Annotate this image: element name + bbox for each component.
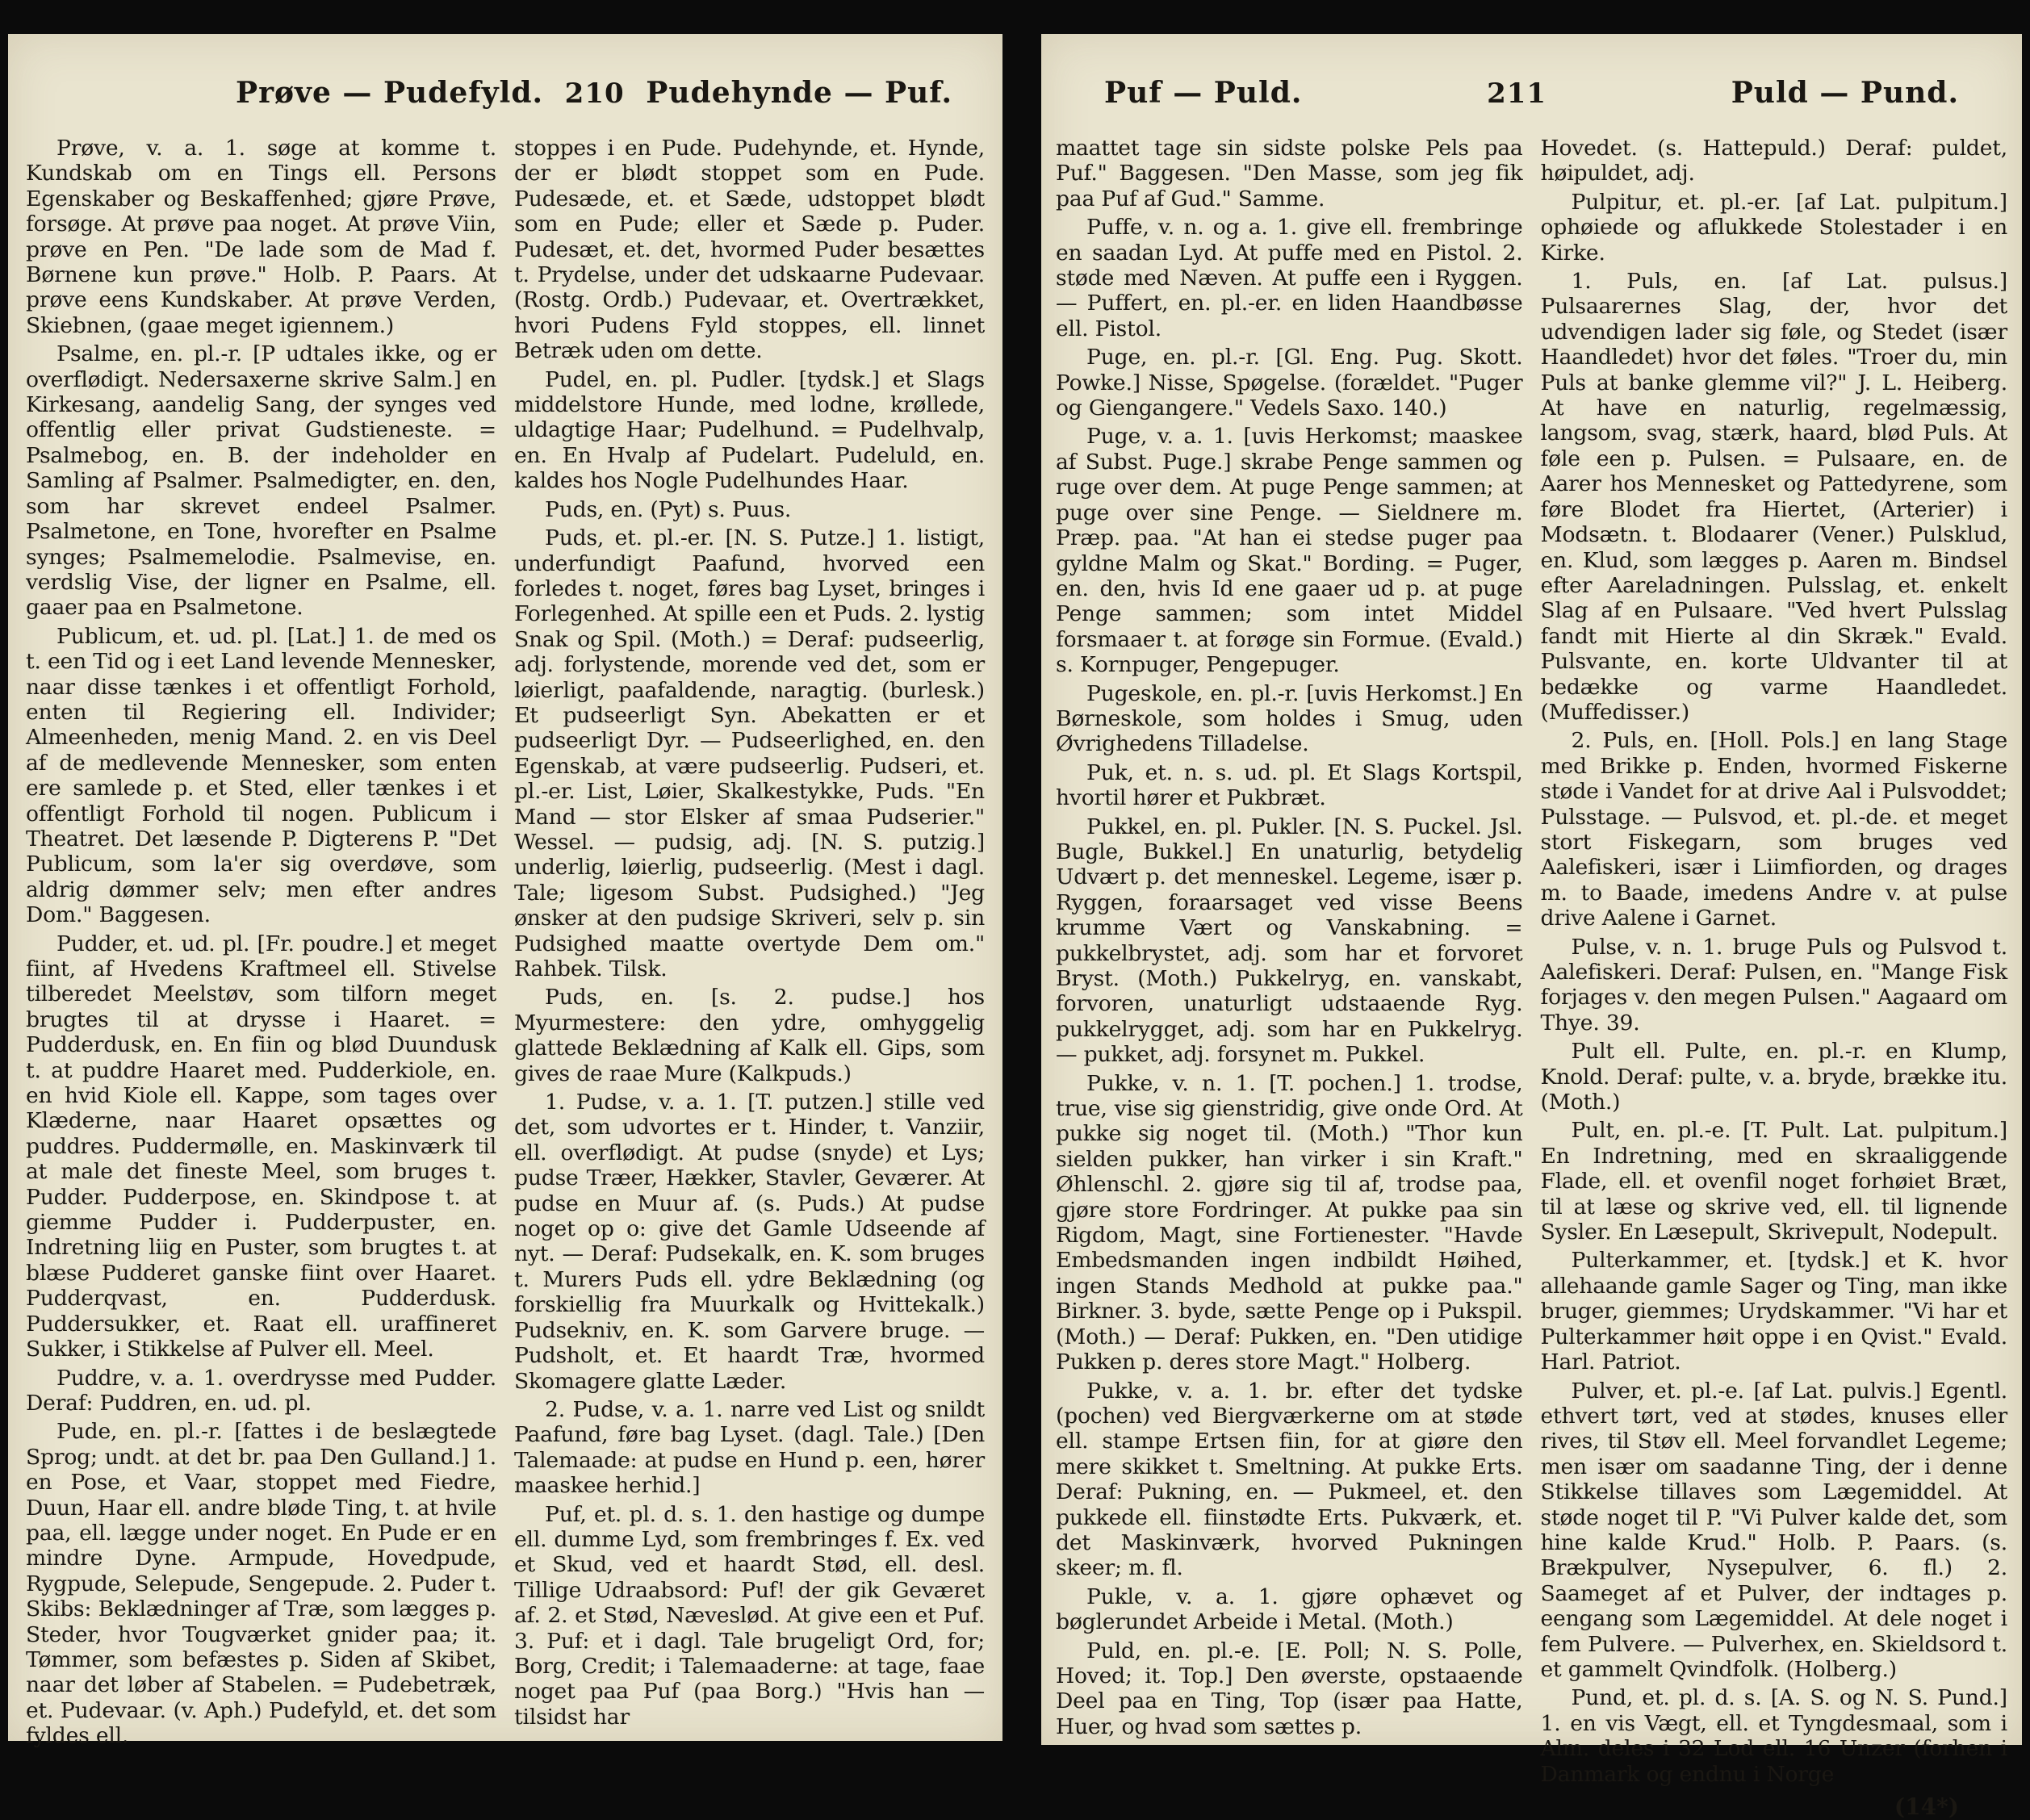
left-column-2 — [514, 136, 985, 1752]
right-header-right: Puld — Pund. — [1731, 76, 1959, 110]
dictionary-entry: 1. Pudse, v. a. 1. [T. putzen.] stille ved det, som udvortes er t. Hinder, t. Vanziir, ell. overflødigt. At pudse (snyde) et Lys; pudse Træer, Hækker, Stavler, Geværer. At pudse en Muur af. (s. Puds.) At pudse noget op o: give det Gamle Udseende af nyt. — Deraf: Pudsekalk, en. K. som bruges t. Murers Puds ell. ydre Beklædning (og forskiellig fra Muurkalk og Hvittekalk.) Pudsekniv, en. K. som Garvere bruge. — Pudsholt, et. Et haardt Træ, hvormed Skomagere glatte Læder. — [514, 1090, 985, 1394]
dictionary-entry: Pukke, v. a. 1. br. efter det tydske (pochen) ved Biergværkerne om at støde ell. stampe Ertsen fiin, for at giøre den mere skikket t. Smeltning. At pukke Erts. Deraf: Pukning, en. — Pukmeel, et. den pukkede ell. fiinstødte Erts. Pukværk, et. det Maskinværk, hvorved Pukningen skeer; m. fl. — [1056, 1378, 1523, 1581]
dictionary-entry: Puf, et. pl. d. s. 1. den hastige og dumpe ell. dumme Lyd, som frembringes f. Ex. ved et Skud, ved et haardt Stød, ell. desl. Tillige Udraabsord: Puf! der gik Geværet af. 2. et Stød, Næveslød. At give een et Puf. 3. Puf: et i dagl. Tale brugeligt Ord, for; Borg, Credit; i Talemaaderne: at tage, faae noget paa Puf (paa Borg.) "Hvis han — tilsidst har — [514, 1501, 985, 1730]
dictionary-entry: Pudel, en. pl. Pudler. [tydsk.] et Slags middelstore Hunde, med lodne, krøllede, uldagtige Haar; Pudelhund. = Pudelhvalp, en. En Hvalp af Pudelart. Pudeluld, en. kaldes hos Nogle Pudelhundes Haar. — [514, 366, 985, 494]
right-column-2 — [1541, 136, 2008, 1820]
right-page — [1041, 34, 2022, 1820]
dictionary-entry: Puddre, v. a. 1. overdrysse med Pudder. Deraf: Puddren, en. ud. pl. — [26, 1365, 496, 1416]
left-page-header — [26, 76, 985, 123]
dictionary-entry: Puds, et. pl.-er. [N. S. Putze.] 1. listigt, underfundigt Paafund, hvorved een forledes t. noget, føres bag Lyset, bringes i Forlegenhed. At spille een et Puds. 2. lystig Snak og Spil. (Moth.) = Deraf: pudseerlig, adj. forlystende, morende ved det, som er løierligt, paafaldende, naragtig. (burlesk.) Et pudseerligt Syn. Abekatten er et pudseerligt Dyr. — Pudseerlighed, en. den Egenskab, at være pudseerlig. Pudseri, et. pl.-er. List, Løier, Skalkestykke, Puds. "En Mand — stor Elsker af smaa Pudserier." Wessel. — pudsig, adj. [N. S. putzig.] underlig, løierlig, pudseerlig. (Mest i dagl. Tale; ligesom Subst. Pudsighed.) "Jeg ønsker at den pudsige Skriveri, selv p. sin Pudsighed maatte overtyde Dem om." Rahbek. Tilsk. — [514, 525, 985, 981]
dictionary-entry: Pund, et. pl. d. s. [A. S. og N. S. Pund.] 1. en vis Vægt, ell. et Tyngdesmaal, som i Alm. deles i 32 Lod ell. 16 Unzer (forhen i Danmark og endnu i Norge — [1540, 1685, 2007, 1787]
dictionary-entry: Pukle, v. a. 1. gjøre ophævet og bøglerundet Arbeide i Metal. (Moth.) — [1056, 1584, 1523, 1635]
dictionary-entry: Pult ell. Pulte, en. pl.-r. en Klump, Knold. Deraf: pulte, v. a. bryde, brække itu. (Moth.) — [1540, 1039, 2007, 1115]
left-header-right: Pudehynde — Puf. — [646, 76, 952, 110]
dictionary-entry: Pult, en. pl.-e. [T. Pult. Lat. pulpitum.] En Indretning, med en skraaliggende Flade, ell. et ovenfil noget forhøiet Bræt, til at læse og skrive ved, ell. til lignende Sysler. En Læsepult, Skrivepult, Nodepult. — [1540, 1118, 2007, 1245]
dictionary-entry: Puge, en. pl.-r. [Gl. Eng. Pug. Skott. Powke.] Nisse, Spøgelse. (forældet. "Puger og Giengangere." Vedels Saxo. 140.) — [1056, 345, 1523, 421]
right-header-left: Puf — Puld. — [1104, 76, 1303, 110]
signature-mark: (14*) — [1894, 1793, 1959, 1820]
dictionary-entry: Puds, en. [s. 2. pudse.] hos Myurmestere: den ydre, omhyggelig glattede Beklædning af Kalk ell. Gips, som gives de raae Mure (Kalkpuds.) — [514, 985, 985, 1086]
dictionary-entry: Pulver, et. pl.-e. [af Lat. pulvis.] Egentl. ethvert tørt, ved at stødes, knuses eller rives, til Støv ell. Meel forvandlet Legeme; men især om saadanne Ting, der i denne Stikkelse tillaves som Lægemiddel. At støde noget til P. "Vi Pulver kalde det, som hine kalde Krud." Holb. P. Paars. (s. Brækpulver, Nysepulver, 6. fl.) 2. Saameget af et Pulver, der indtages p. eengang som Lægemiddel. At dele noget i fem Pulvere. — Pulverhex, en. Skieldsord t. et gammelt Qvindfolk. (Holberg.) — [1540, 1378, 2007, 1682]
dictionary-entry: 1. Puls, en. [af Lat. pulsus.] Pulsaarernes Slag, der, hvor det udvendigen lader sig føle, og Stedet (især Haandledet) hvor det føles. "Troer du, min Puls at banke glemme vil?" J. L. Heiberg. At have en naturlig, regelmæssig, langsom, svag, stærk, haard, blød Puls. At føle een p. Pulsen. = Pulsaare, en. de Aarer hos Mennesket og Pattedyrene, som føre Blodet fra Hiertet, (Arterier) i Modsætn. t. Blodaarer (Vener.) Pulsklud, en. Klud, som lægges p. Aaren m. Bindsel efter Aareladningen. Pulsslag, et. enkelt Slag af en Pulsaare. "Ved hvert Pulsslag fandt mit Hierte al din Skræk." Evald. Pulsvante, en. korte Uldvanter til at bedække og varme Haandledet. (Muffedisser.) — [1540, 269, 2007, 725]
dictionary-entry: maattet tage sin sidste polske Pels paa Puf." Baggesen. "Den Masse, som jeg fik paa Puf af Gud." Samme. — [1056, 136, 1523, 211]
dictionary-entry: Pukkel, en. pl. Pukler. [N. S. Puckel. Jsl. Bugle, Bukkel.] En unaturlig, betydelig Udvært p. det menneskel. Legeme, især p. Ryggen, foraarsaget ved visse Beens krumme Vært og Vanskabning. = pukkelbrystet, adj. som har et forvoret Bryst. (Moth.) Pukkelryg, en. vanskabt, forvoren, unaturligt udstaaende Ryg. pukkelrygget, adj. som har en Pukkelryg. — pukket, adj. forsynet m. Pukkel. — [1056, 814, 1523, 1068]
left-column-1 — [26, 136, 496, 1752]
right-page-number: 211 — [1487, 77, 1547, 110]
dictionary-entry: 2. Pudse, v. a. 1. narre ved List og snildt Paafund, føre bag Lyset. (dagl. Tale.) [Den Talemaade: at pudse en Hund p. een, hører maaskee herhid.] — [514, 1396, 985, 1499]
dictionary-entry: Puge, v. a. 1. [uvis Herkomst; maaskee af Subst. Puge.] skrabe Penge sammen og ruge over dem. At puge Penge sammen; at puge over sine Penge. — Sieldnere m. Præp. paa. "At han ei stedse puger paa gyldne Malm og Skat." Bording. = Puger, en. den, hvis Id ene gaaer ud p. at puge Penge sammen; som intet Middel forsmaaer t. at forøge sin Formue. (Evald.) s. Kornpuger, Pengepuger. — [1056, 424, 1523, 678]
right-page-header — [1056, 76, 2007, 123]
dictionary-entry: Pulse, v. n. 1. bruge Puls og Pulsvod t. Aalefiskeri. Deraf: Pulsen, en. "Mange Fisk forjages v. den megen Pulsen." Aagaard om Thye. 39. — [1540, 934, 2007, 1036]
dictionary-entry: Hovedet. (s. Hattepuld.) Deraf: puldet, høipuldet, adj. — [1540, 136, 2007, 186]
dictionary-entry: Pulpitur, et. pl.-er. [af Lat. pulpitum.] ophøiede og aflukkede Stolestader i en Kirke. — [1540, 189, 2007, 266]
dictionary-entry: Psalme, en. pl.-r. [P udtales ikke, og er overflødigt. Nedersaxerne skrive Salm.] en Kirkesang, aandelig Sang, der synges ved offentlig eller privat Gudstieneste. = Psalmebog, en. B. der indeholder en Samling af Psalmer. Psalmedigter, en. den, som har skrevet endeel Psalmer. Psalmetone, en Tone, hvorefter en Psalme synges; Psalmemelodie. Psalmevise, en. verdslig Vise, der ligner en Psalme, ell. gaaer paa en Psalmetone. — [26, 341, 496, 621]
dictionary-entry: Publicum, et. ud. pl. [Lat.] 1. de med os t. een Tid og i eet Land levende Mennesker, naar disse tænkes i et offentligt Forhold, enten til Regiering ell. Individer; Almeenheden, menig Mand. 2. en vis Deel af de medlevende Mennesker, som enten ere samlede p. et Sted, eller tænkes i et offentligt Forhold til nogen. Publicum i Theatret. Det læsende P. Digterens P. "Det Publicum, som la'er sig overdøve, som aldrig dømmer selv; men efter andres Dom." Baggesen. — [26, 623, 497, 928]
dictionary-entry: 2. Puls, en. [Holl. Pols.] en lang Stage med Brikke p. Enden, hvormed Fiskerne støde i Vandet for at drive Aal i Pulsvoddet; Pulsstage. — Pulsvod, et. pl.-de. et meget stort Fiskegarn, som bruges ved Aalefiskeri, især i Liimfiorden, og drages m. to Baade, imedens Andre v. at pulse drive Aalene i Garnet. — [1540, 728, 2007, 931]
dictionary-entry: Pugeskole, en. pl.-r. [uvis Herkomst.] En Børneskole, som holdes i Smug, uden Øvrighedens Tilladelse. — [1056, 680, 1523, 757]
dictionary-entry: stoppes i en Pude. Pudehynde, et. Hynde, der er blødt stoppet som en Pude. Pudesæde, et. et Sæde, udstoppet blødt som en Pude; eller et Sæde p. Puder. Pudesæt, et. det, hvormed Puder besættes t. Prydelse, under det udskaarne Pudevaar. (Rostg. Ordb.) Pudevaar, et. Overtrækket, hvori Pudens Fyld stoppes, ell. linnet Betræk uden om dette. — [514, 136, 985, 364]
right-column-1 — [1056, 136, 1523, 1820]
dictionary-entry: Puds, en. (Pyt) s. Puus. — [545, 496, 792, 522]
left-page — [8, 34, 1002, 1749]
dictionary-entry: Puffe, v. n. og a. 1. give ell. frembringe en saadan Lyd. At puffe med en Pistol. 2. støde med Næven. At puffe een i Ryggen. — Puffert, en. pl.-er. en liden Haandbøsse ell. Pistol. — [1056, 215, 1523, 341]
dictionary-entry: Pulterkammer, et. [tydsk.] et K. hvor allehaande gamle Sager og Ting, man ikke bruger, giemmes; Urydskammer. "Vi har et Pulterkammer høit oppe i en Qvist." Evald. Harl. Patriot. — [1540, 1248, 2007, 1375]
dictionary-entry: Pudder, et. ud. pl. [Fr. poudre.] et meget fiint, af Hvedens Kraftmeel ell. Stivelse tilberedet Meelstøv, som tilforn meget brugtes til at drysse i Haaret. = Pudderdusk, en. En fiin og blød Duundusk t. at puddre Haaret med. Pudderkiole, en. en hvid Kiole ell. Kappe, som tages over Klæderne, naar Haaret opsættes og puddres. Puddermølle, en. Maskinværk til at male det fineste Meel, som bruges t. Pudder. Pudderpose, en. Skindpose t. at giemme Pudder i. Pudderpuster, en. Indretning liig en Puster, som brugtes t. at blæse Pudderet ganske fiint over Haaret. Pudderqvast, en. Pudderdusk. Puddersukker, et. Raat ell. uraffineret Sukker, i Stikkelse af Pulver ell. Meel. — [26, 931, 496, 1362]
dictionary-entry: Pude, en. pl.-r. [fattes i de beslægtede Sprog; undt. at det br. paa Den Gulland.] 1. en Pose, et Vaar, stoppet med Fiedre, Duun, Haar ell. andre bløde Ting, t. at hvile paa, ell. lægge under noget. En Pude er en mindre Dyne. Armpude, Hovedpude, Rygpude, Selepude, Sengepude. 2. Puder t. Skibs: Beklædninger af Træ, som lægges p. Steder, hvor Tougværket gnider paa; it. Tømmer, som befæstes p. Siden af Skibet, naar det løber af Stabelen. = Pudebetræk, et. Pudevaar. (v. Aph.) Pudefyld, et. det som fyldes ell. — [26, 1419, 496, 1749]
dictionary-entry: Prøve, v. a. 1. søge at komme t. Kundskab om en Tings ell. Persons Egenskaber og Beskaffenhed; gjøre Prøve, forsøge. At prøve paa noget. At prøve Viin, prøve en Pen. "De lade som de Mad f. Børnene kun prøve." Holb. P. Paars. At prøve eens Kundskaber. At prøve Verden, Skiebnen, (gaae meget igiennem.) — [26, 136, 496, 338]
left-header-left: Prøve — Pudefyld. — [236, 76, 544, 110]
left-page-number: 210 — [564, 77, 625, 110]
dictionary-entry: Pukke, v. n. 1. [T. pochen.] 1. trodse, true, vise sig gienstridig, give onde Ord. At pukke sig noget til. (Moth.) "Thor kun sielden pukker, han virker i sin Kraft." Øhlenschl. 2. gjøre sig til af, trodse paa, gjøre store Fordringer. At pukke paa sin Rigdom, Magt, sine Fortienester. "Havde Embedsmanden ingen indbildt Høihed, ingen Stands Medhold at pukke paa." Birkner. 3. byde, sætte Penge op i Pukspil. (Moth.) — Deraf: Pukken, en. "Den utidige Pukken p. deres store Magt." Holberg. — [1056, 1070, 1523, 1375]
dictionary-entry: Puld, en. pl.-e. [E. Poll; N. S. Polle, Hoved; it. Top.] Den øverste, opstaaende Deel paa en Ting, Top (især paa Hatte, Huer, og hvad som sættes p. — [1056, 1638, 1523, 1739]
dictionary-entry: Puk, et. n. s. ud. pl. Et Slags Kortspil, hvortil hører et Pukbræt. — [1056, 759, 1523, 811]
